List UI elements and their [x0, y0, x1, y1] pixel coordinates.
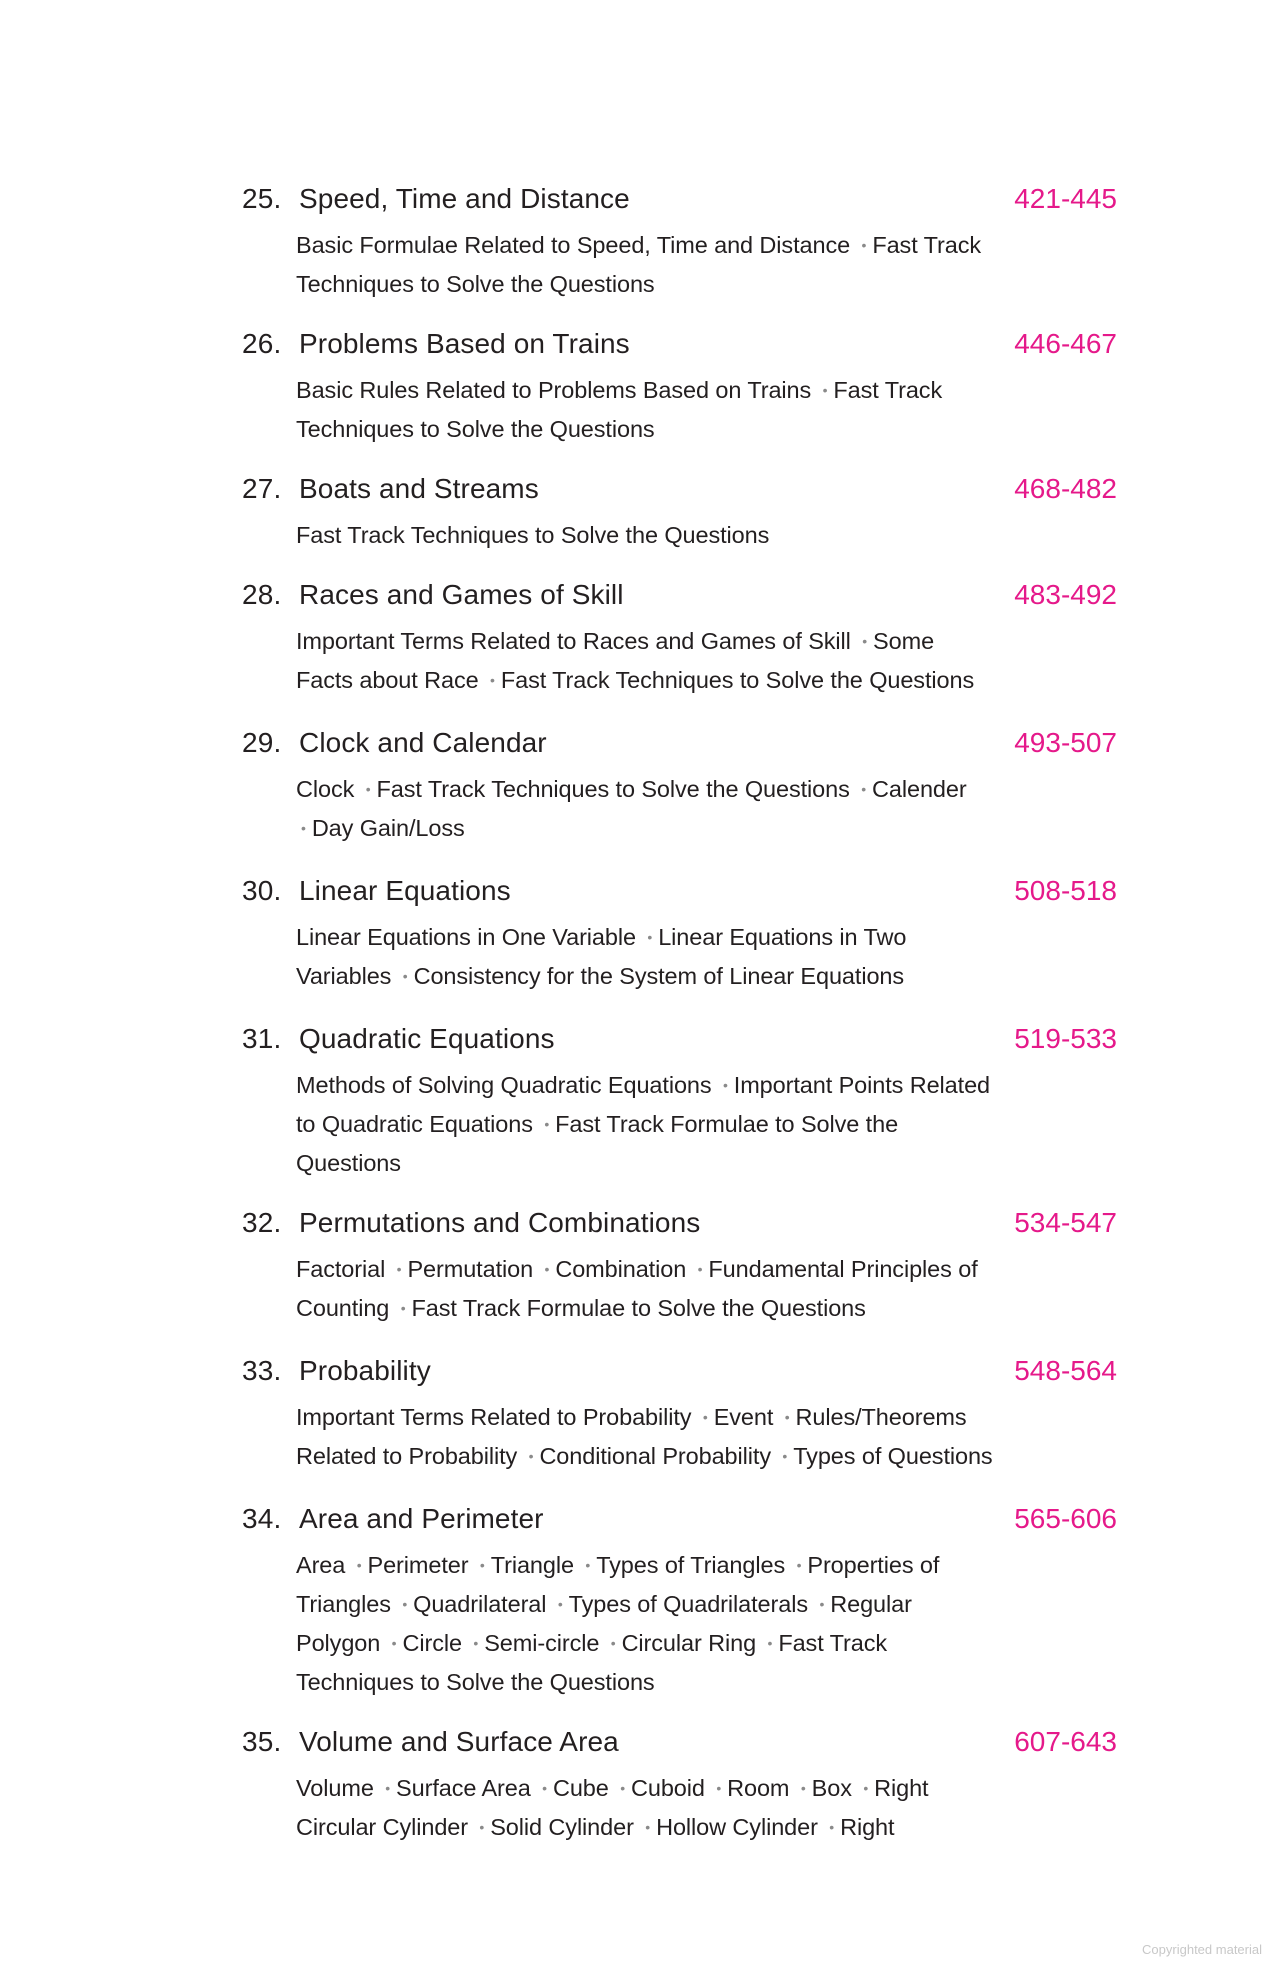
chapter-number: 32.: [242, 1207, 282, 1238]
chapter-number: 30.: [242, 875, 282, 906]
chapter-topics: [296, 1770, 996, 1848]
chapter-topics: [296, 1547, 996, 1700]
chapter-page-range: 508-518: [1014, 875, 1117, 906]
toc-entry: [242, 473, 1117, 553]
topic-item: • Calender: [856, 776, 966, 802]
topic-item: • Right Circular Cylinder: [296, 1775, 929, 1840]
toc-entry: [242, 1023, 1117, 1181]
chapter-number: 25.: [242, 183, 282, 214]
topic-item: • Surface Area: [380, 1775, 530, 1801]
chapter-topics: [296, 517, 996, 553]
toc-entry: [242, 875, 1117, 997]
chapter-number: 27.: [242, 473, 282, 504]
topic-item: Area: [296, 1552, 346, 1578]
copyright-notice: Copyrighted material: [1142, 1942, 1262, 1957]
chapter-topics: [296, 623, 996, 701]
chapter-page-range: 493-507: [1014, 727, 1117, 758]
chapter-number: 33.: [242, 1355, 282, 1386]
chapter-title: Problems Based on Trains: [299, 328, 630, 359]
toc-entry-header: [242, 328, 1117, 372]
topic-item: • Cube: [537, 1775, 609, 1801]
topic-item: • Box: [796, 1775, 852, 1801]
topic-item: • Important Points Related to Quadratic Equations: [296, 1072, 990, 1137]
chapter-title: Speed, Time and Distance: [299, 183, 630, 214]
topic-item: Fast Track Techniques to Solve the Questions: [296, 522, 770, 548]
topic-item: Basic Rules Related to Problems Based on Trains: [296, 377, 812, 403]
table-of-contents: [242, 183, 1117, 1874]
chapter-page-range: 534-547: [1014, 1207, 1117, 1238]
topic-item: • Some Facts about Race: [296, 628, 934, 693]
topic-item: • Circle: [387, 1630, 462, 1656]
chapter-title: Probability: [299, 1355, 431, 1386]
toc-entry: [242, 1207, 1117, 1329]
chapter-page-range: 548-564: [1014, 1355, 1117, 1386]
chapter-number: 28.: [242, 579, 282, 610]
toc-entry-header: [242, 1726, 1117, 1770]
topic-item: • Permutation: [392, 1256, 533, 1282]
topic-item: • Quadrilateral: [397, 1591, 546, 1617]
chapter-page-range: 483-492: [1014, 579, 1117, 610]
topic-item: Factorial: [296, 1256, 386, 1282]
chapter-topics: [296, 227, 996, 302]
topic-item: • Consistency for the System of Linear Equations: [398, 963, 904, 989]
chapter-topics: [296, 771, 996, 849]
toc-entry: [242, 1503, 1117, 1700]
topic-item: Important Terms Related to Probability: [296, 1404, 692, 1430]
chapter-title: Area and Perimeter: [299, 1503, 544, 1534]
topic-item: • Fast Track Techniques to Solve the Questions: [296, 232, 981, 297]
topic-item: • Solid Cylinder: [474, 1814, 633, 1840]
topic-item: • Properties of Triangles: [296, 1552, 939, 1617]
chapter-page-range: 565-606: [1014, 1503, 1117, 1534]
chapter-topics: [296, 1399, 996, 1477]
toc-entry-header: [242, 1503, 1117, 1547]
toc-entry-header: [242, 1023, 1117, 1067]
chapter-page-range: 421-445: [1014, 183, 1117, 214]
chapter-title: Volume and Surface Area: [299, 1726, 619, 1757]
toc-entry-header: [242, 473, 1117, 517]
toc-entry: [242, 579, 1117, 701]
topic-item: • Day Gain/Loss: [296, 815, 465, 841]
chapter-number: 34.: [242, 1503, 282, 1534]
topic-item: • Circular Ring: [606, 1630, 756, 1656]
topic-item: • Triangle: [475, 1552, 574, 1578]
topic-item: Linear Equations in One Variable: [296, 924, 636, 950]
toc-entry: [242, 1726, 1117, 1848]
chapter-topics: [296, 919, 996, 997]
toc-entry: [242, 183, 1117, 302]
chapter-page-range: 446-467: [1014, 328, 1117, 359]
topic-item: • Fast Track Techniques to Solve the Questions: [361, 776, 850, 802]
topic-item: • Combination: [540, 1256, 687, 1282]
chapter-number: 35.: [242, 1726, 282, 1757]
topic-item: • Conditional Probability: [524, 1443, 771, 1469]
topic-item: • Hollow Cylinder: [640, 1814, 818, 1840]
topic-item: • Fast Track Formulae to Solve the Questions: [396, 1295, 866, 1321]
topic-item: • Linear Equations in Two Variables: [296, 924, 906, 989]
chapter-page-range: 519-533: [1014, 1023, 1117, 1054]
topic-item: • Fast Track Techniques to Solve the Questions: [485, 667, 974, 693]
topic-item: Volume: [296, 1775, 374, 1801]
chapter-title: Races and Games of Skill: [299, 579, 624, 610]
topic-item: • Fast Track Techniques to Solve the Questions: [296, 1630, 887, 1695]
chapter-number: 29.: [242, 727, 282, 758]
chapter-title: Clock and Calendar: [299, 727, 547, 758]
topic-item: Important Terms Related to Races and Games of Skill: [296, 628, 851, 654]
topic-item: • Types of Triangles: [580, 1552, 785, 1578]
chapter-number: 26.: [242, 328, 282, 359]
topic-item: • Fundamental Principles of Counting: [296, 1256, 978, 1321]
toc-entry: [242, 727, 1117, 849]
topic-item: • Rules/Theorems Related to Probability: [296, 1404, 967, 1469]
chapter-page-range: 468-482: [1014, 473, 1117, 504]
chapter-page-range: 607-643: [1014, 1726, 1117, 1757]
topic-item: Clock: [296, 776, 355, 802]
chapter-title: Permutations and Combinations: [299, 1207, 701, 1238]
toc-entry-header: [242, 183, 1117, 227]
topic-item: • Right: [824, 1814, 894, 1840]
topic-item: • Fast Track Techniques to Solve the Questions: [296, 377, 942, 442]
topic-item: • Cuboid: [615, 1775, 705, 1801]
chapter-title: Linear Equations: [299, 875, 511, 906]
chapter-number: 31.: [242, 1023, 282, 1054]
toc-entry-header: [242, 1207, 1117, 1251]
toc-entry-header: [242, 1355, 1117, 1399]
topic-item: Basic Formulae Related to Speed, Time and Distance: [296, 232, 851, 258]
topic-item: • Types of Questions: [777, 1443, 992, 1469]
topic-item: • Event: [698, 1404, 773, 1430]
topic-item: • Types of Quadrilaterals: [553, 1591, 808, 1617]
toc-entry-header: [242, 727, 1117, 771]
chapter-title: Boats and Streams: [299, 473, 539, 504]
toc-entry-header: [242, 579, 1117, 623]
topic-item: • Room: [711, 1775, 789, 1801]
toc-entry: [242, 328, 1117, 447]
chapter-topics: [296, 372, 996, 447]
topic-item: • Fast Track Formulae to Solve the Questions: [296, 1111, 898, 1176]
chapter-topics: [296, 1251, 996, 1329]
toc-entry: [242, 1355, 1117, 1477]
topic-item: • Regular Polygon: [296, 1591, 912, 1656]
chapter-title: Quadratic Equations: [299, 1023, 555, 1054]
topic-item: Methods of Solving Quadratic Equations: [296, 1072, 712, 1098]
topic-item: • Perimeter: [352, 1552, 469, 1578]
toc-entry-header: [242, 875, 1117, 919]
chapter-topics: [296, 1067, 996, 1181]
topic-item: • Semi-circle: [468, 1630, 599, 1656]
